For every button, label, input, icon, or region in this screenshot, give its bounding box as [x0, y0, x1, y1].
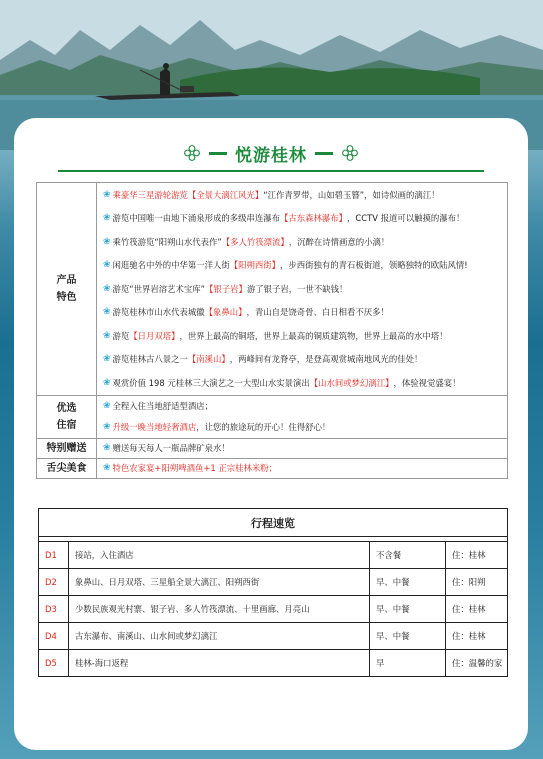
itinerary-meal: 早: [370, 650, 446, 677]
flower-icon: [183, 144, 201, 162]
title-underline: [58, 170, 484, 172]
features-table: [36, 182, 508, 479]
bullet-icon: ❀: [103, 401, 111, 411]
product-items: [97, 183, 508, 396]
bullet-icon: ❀: [103, 443, 111, 453]
feature-line: [97, 417, 507, 438]
page-title: 悦游桂林: [235, 145, 307, 166]
feature-text: ，步西街独有的青石板街道，领略独特的欧陆风情!: [280, 260, 468, 271]
feature-text: 乘竹筏游览“阳朔山水代表作”: [112, 236, 222, 247]
feature-text: 【古东森林瀑布】: [280, 213, 348, 224]
title-dash: [209, 152, 227, 155]
itinerary-stay: 住：温馨的家: [446, 650, 508, 677]
feature-text: 观赏价值 198 元桂林三大演艺之一大型山水实景演出: [112, 377, 310, 388]
feature-text: 【象鼻山】: [204, 307, 247, 318]
feature-line: [97, 324, 507, 348]
itinerary-route: 古东瀑布、南溪山、山水间或梦幻漓江: [69, 623, 370, 650]
food-item: ❀ 特色农家宴+阳朔啤酒鱼+1 正宗桂林米粉；: [97, 458, 508, 478]
feature-text: ，体验视觉盛宴！: [393, 377, 461, 388]
bullet-icon: ❀: [103, 283, 111, 294]
itinerary-meal: 早、中餐: [370, 596, 446, 623]
feature-text: 乘豪华三星游轮游览【全景大漓江风光】: [112, 189, 264, 200]
feature-text: 【南溪山】: [187, 354, 230, 365]
itinerary-stay: 住：桂林: [446, 623, 508, 650]
itinerary-row: [39, 596, 508, 623]
feature-line: [97, 207, 507, 231]
feature-text: “江作青罗带，山如碧玉簪”，如诗似画的漓江！: [263, 189, 440, 200]
gift-label: 特别赠送: [37, 438, 97, 458]
bullet-icon: ❀: [103, 213, 111, 224]
title-row: [14, 140, 528, 166]
bullet-icon: ❀: [103, 236, 111, 247]
itinerary-stay: 住：阳朔: [446, 569, 508, 596]
feature-line: [97, 348, 507, 372]
itinerary-title: 行程速览: [39, 509, 508, 537]
bullet-icon: ❀: [103, 260, 111, 271]
content-card: [14, 118, 528, 750]
feature-text: 游览桂林市山水代表城徽: [112, 307, 205, 318]
feature-text: 闲逛驰名中外的中华第一洋人街: [112, 260, 230, 271]
itinerary-meal: 不含餐: [370, 542, 446, 569]
itinerary-day: D3: [39, 596, 69, 623]
feature-line: [97, 230, 507, 254]
feature-text: ，世界上最高的铜塔，世界上最高的铜质建筑物，世界上最高的水中塔！: [179, 330, 448, 341]
feature-line: [97, 183, 507, 207]
itinerary-route: 少数民族观光村寨、银子岩、多人竹筏漂流、十里画廊、月亮山: [69, 596, 370, 623]
feature-line: [97, 277, 507, 301]
gift-item: ❀ 赠送每天每人一瓶品牌矿泉水！: [97, 438, 508, 458]
feature-text: ，沉醉在诗情画意的小漓！: [288, 236, 390, 247]
itinerary-stay: 住：桂林: [446, 542, 508, 569]
feature-text: 【银子岩】: [204, 283, 247, 294]
feature-text: 游览桂林古八景之一: [112, 354, 188, 365]
bullet-icon: ❀: [103, 307, 111, 318]
itinerary-route: 桂林-海口返程: [69, 650, 370, 677]
feature-text: 游览中国唯一由地下涌泉形成的多级串连瀑布: [112, 213, 281, 224]
bullet-icon: ❀: [103, 189, 111, 200]
itinerary-row: [39, 542, 508, 569]
bullet-icon: ❀: [103, 463, 111, 473]
feature-text: 游览“世界岩溶艺术宝库”: [112, 283, 205, 294]
feature-line: [97, 301, 507, 325]
feature-line: [97, 254, 507, 278]
title-dash: [315, 152, 333, 155]
feature-line: [97, 396, 507, 417]
feature-line: [97, 371, 507, 395]
itinerary-day: D2: [39, 569, 69, 596]
itinerary-meal: 早、中餐: [370, 569, 446, 596]
itinerary-stay: 住：桂林: [446, 596, 508, 623]
feature-text: ，青山自是饶奇骨、白日相看不厌多！: [246, 307, 389, 318]
hotel-label: 优选 住宿: [37, 395, 97, 438]
feature-text: 【多人竹筏漂流】: [221, 236, 289, 247]
bullet-icon: ❀: [103, 377, 111, 388]
feature-text: 【阳朔西街】: [229, 260, 281, 271]
itinerary-row: [39, 650, 508, 677]
bullet-icon: ❀: [103, 330, 111, 341]
itinerary-day: D1: [39, 542, 69, 569]
feature-text: ，两峰间有龙脊亭，是登高观赏城南地风光的佳处！: [229, 354, 423, 365]
feature-text: ，CCTV 报道可以触摸的瀑布！: [347, 213, 465, 224]
feature-text: 全程入住当地舒适型酒店；: [112, 401, 214, 411]
feature-text: 【日月双塔】: [129, 330, 180, 341]
feature-text: 游了银子岩，一世不缺钱！: [246, 283, 348, 294]
food-label: 舌尖美食: [37, 458, 97, 478]
hotel-items: [97, 395, 508, 438]
itinerary-row: [39, 623, 508, 650]
itinerary-route: 象鼻山、日月双塔、三星船全景大漓江、阳朔西街: [69, 569, 370, 596]
feature-text: ，让您的旅途玩的开心！住得舒心！: [196, 422, 331, 432]
itinerary-route: 接站，入住酒店: [69, 542, 370, 569]
bullet-icon: ❀: [103, 354, 111, 365]
itinerary-meal: 早、中餐: [370, 623, 446, 650]
product-label: 产品 特色: [37, 183, 97, 396]
feature-text: 升级一晚当地轻奢酒店: [112, 422, 197, 432]
itinerary-day: D4: [39, 623, 69, 650]
itinerary-day: D5: [39, 650, 69, 677]
itinerary-row: [39, 569, 508, 596]
feature-text: 【山水间或梦幻漓江】: [309, 377, 394, 388]
flower-icon: [341, 144, 359, 162]
bullet-icon: ❀: [103, 422, 111, 432]
itinerary-table: [38, 508, 508, 677]
feature-text: 游览: [112, 330, 130, 341]
